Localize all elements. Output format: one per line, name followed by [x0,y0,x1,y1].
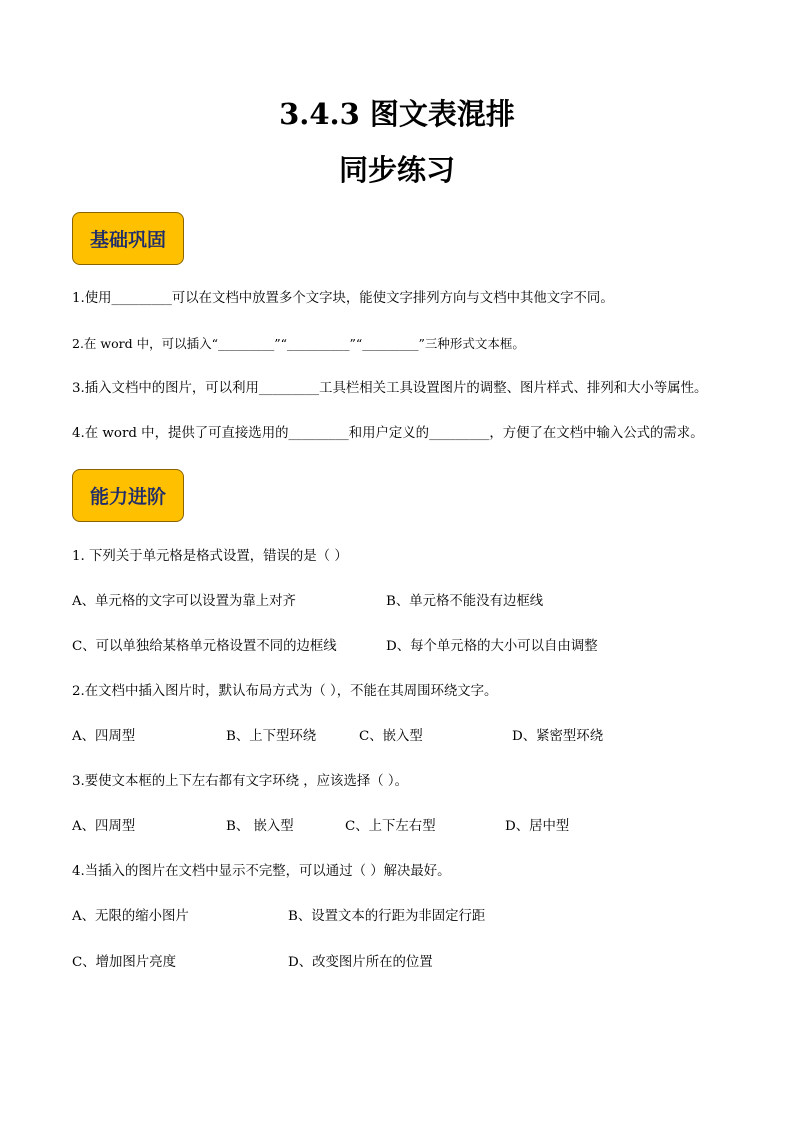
section-badge-advanced: 能力进阶 [72,469,184,522]
advanced-question-1-option-a: A、单元格的文字可以设置为靠上对齐 [72,594,296,609]
document-subtitle: 同步练习 [338,153,455,187]
advanced-question-3-option-a: A、四周型 [72,819,136,834]
section-badge-basic: 基础巩固 [72,212,184,265]
advanced-question-4-option-c: C、增加图片亮度 [72,955,176,970]
document-title: 3.4.3 图文表混排 [279,97,515,131]
advanced-question-2-option-d: D、紧密型环绕 [512,729,604,744]
advanced-question-4-option-d: D、改变图片所在的位置 [288,955,433,970]
basic-question-2: 2.在 word 中，可以插入“_________”“__________”“_________”三种形式文本框。 [72,336,525,351]
basic-question-1: 1.使用_________可以在文档中放置多个文字块，能使文字排列方向与文档中其他文字不同。 [72,291,614,306]
advanced-question-3-option-c: C、上下左右型 [345,819,436,834]
advanced-question-4-option-a: A、无限的缩小图片 [72,909,189,924]
basic-question-4: 4.在 word 中，提供了可直接选用的_________和用户定义的_________，方便了在文档中输入公式的需求。 [72,426,704,441]
advanced-question-4-option-b: B、设置文本的行距为非固定行距 [288,909,486,924]
advanced-question-2-stem: 2.在文档中插入图片时，默认布局方式为（ ），不能在其周围环绕文字。 [72,684,498,699]
advanced-question-2-option-b: B、上下型环绕 [226,729,317,744]
advanced-question-2-option-c: C、嵌入型 [359,729,423,744]
advanced-question-2-option-a: A、四周型 [72,729,136,744]
advanced-question-1-option-d: D、每个单元格的大小可以自由调整 [386,639,598,654]
advanced-question-3-option-b: B、 嵌入型 [226,819,294,834]
advanced-question-1-option-b: B、单元格不能没有边框线 [386,594,544,609]
advanced-question-3-stem: 3.要使文本框的上下左右都有文字环绕 ，应该选择（ ）。 [72,774,408,789]
advanced-question-1-stem: 1. 下列关于单元格是格式设置，错误的是（ ） [72,549,348,564]
advanced-question-3-option-d: D、居中型 [505,819,570,834]
basic-question-3: 3.插入文档中的图片，可以利用_________工具栏相关工具设置图片的调整、图片样式、排列和大小等属性。 [72,381,708,396]
advanced-question-1-option-c: C、可以单独给某格单元格设置不同的边框线 [72,639,337,654]
advanced-question-4-stem: 4.当插入的图片在文档中显示不完整，可以通过（ ）解决最好。 [72,864,451,879]
